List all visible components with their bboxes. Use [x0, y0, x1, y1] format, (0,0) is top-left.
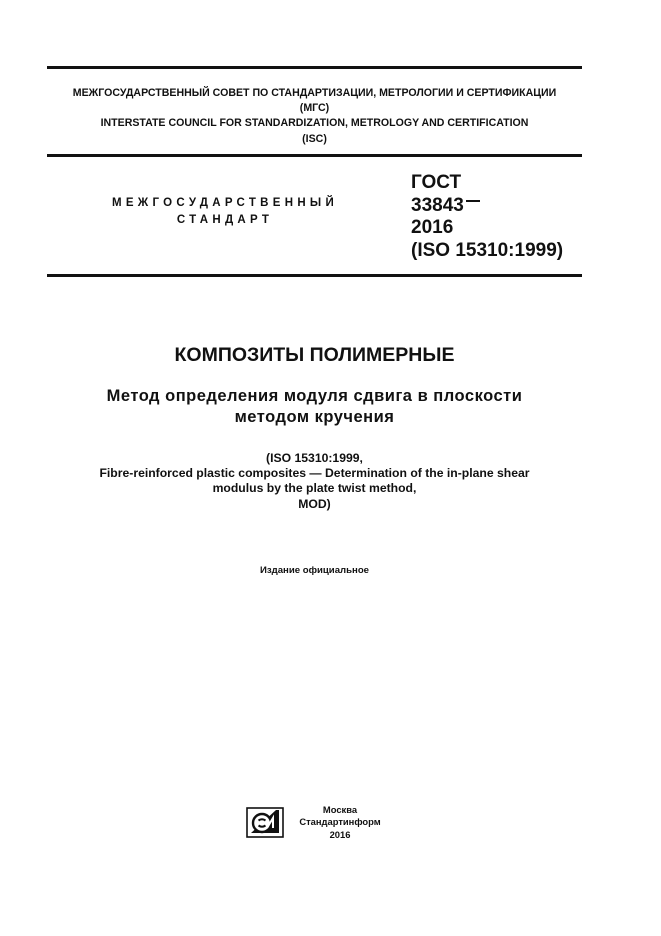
- interstate-standard-label: [80, 195, 370, 229]
- iso-reference-line-1: (ISO 15310:1999,: [266, 451, 363, 465]
- publisher-info: [294, 804, 386, 841]
- gost-number: 33843: [411, 194, 464, 216]
- interstate-line-2: СТАНДАРТ: [176, 214, 274, 226]
- iso-reference-line-3: modulus by the plate twist method,: [212, 481, 417, 496]
- designation-divider-rule: [47, 274, 582, 277]
- gost-label: ГОСТ: [411, 172, 462, 193]
- publisher-year: 2016: [329, 828, 351, 840]
- interstate-line-1: МЕЖГОСУДАРСТВЕННЫЙ: [111, 197, 339, 209]
- council-en-name: INTERSTATE COUNCIL FOR STANDARDIZATION, METROLOGY AND CERTIFICATION: [100, 117, 529, 130]
- publisher-city: Москва: [322, 804, 358, 815]
- top-rule: [47, 66, 582, 69]
- gost-number-row: [411, 195, 563, 218]
- iso-reference-line-2: Fibre-reinforced plastic composites — Determination of the in-plane shear: [99, 466, 530, 481]
- iso-reference-line-4: MOD): [298, 496, 331, 511]
- council-header: [47, 86, 582, 147]
- iso-reference: [47, 451, 582, 512]
- publisher-name: Стандартинформ: [299, 816, 381, 828]
- gost-iso-equivalent: (ISO 15310:1999): [411, 239, 564, 261]
- gost-dash: [466, 200, 480, 202]
- gost-designation: [411, 172, 563, 262]
- document-subtitle: [47, 386, 582, 427]
- document-title: КОМПОЗИТЫ ПОЛИМЕРНЫЕ: [174, 344, 455, 366]
- header-divider-rule: [47, 154, 582, 157]
- council-en-abbreviation: (ISC): [302, 132, 327, 145]
- standartinform-logo-icon: [246, 807, 284, 838]
- subtitle-line-1: Метод определения модуля сдвига в плоскости: [106, 387, 523, 405]
- subtitle-line-2: методом кручения: [234, 407, 395, 426]
- council-ru-name: МЕЖГОСУДАРСТВЕННЫЙ СОВЕТ ПО СТАНДАРТИЗАЦИИ, МЕТРОЛОГИИ И СЕРТИФИКАЦИИ: [72, 87, 557, 99]
- gost-year: 2016: [411, 217, 454, 238]
- council-ru-abbreviation: (МГС): [299, 102, 330, 115]
- official-edition-note: Издание официальное: [259, 565, 370, 576]
